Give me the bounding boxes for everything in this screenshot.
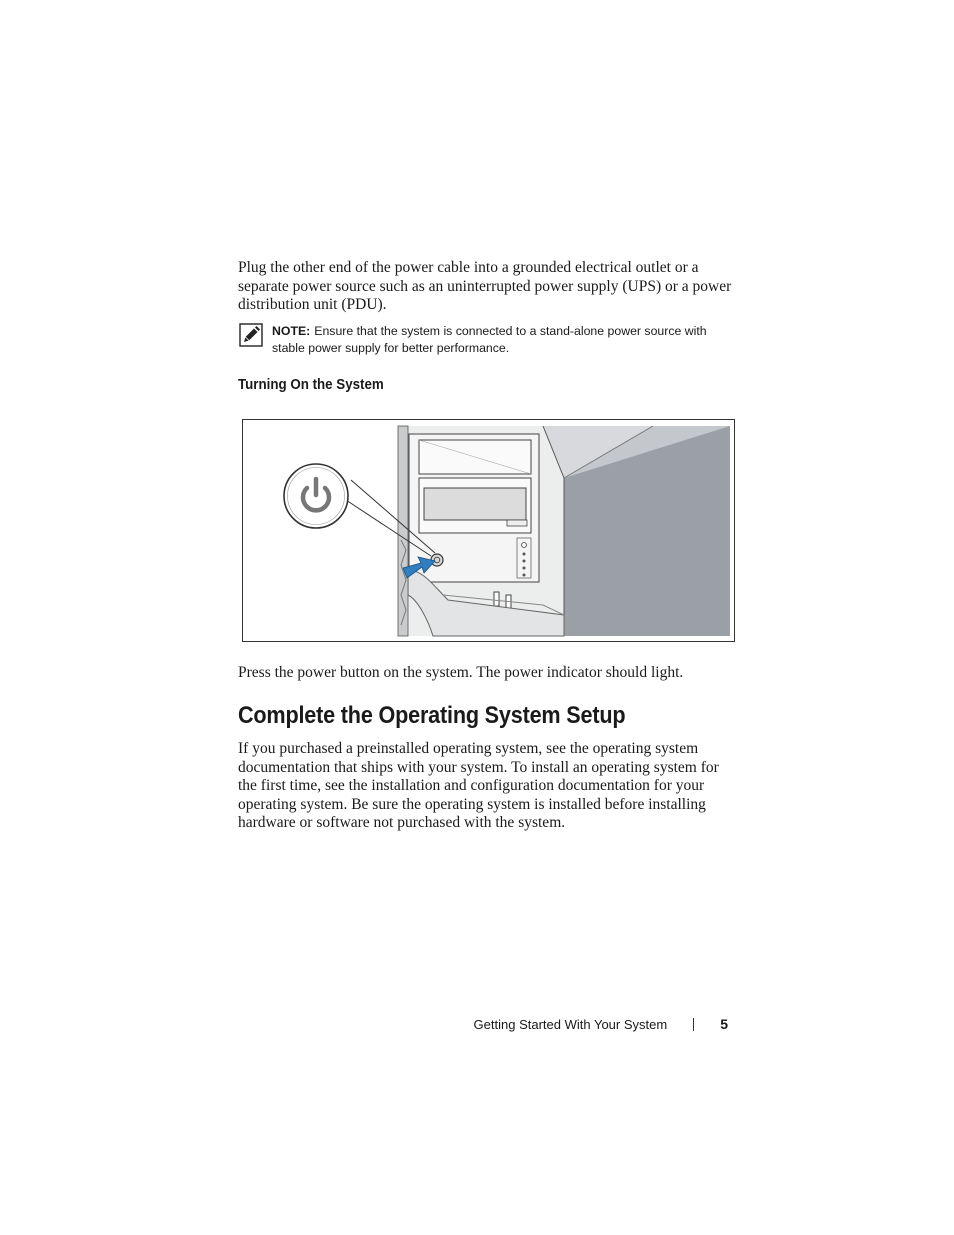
page-number: 5: [720, 1016, 728, 1032]
power-button-illustration: [242, 419, 735, 642]
page-footer: [474, 1016, 728, 1032]
section-heading: Complete the Operating System Setup: [238, 702, 626, 729]
power-outlet-paragraph: Plug the other end of the power cable into a grounded electrical outlet or a separate power source such as an uninterrupted power supply (UPS) or a power distribution unit (PDU).: [238, 259, 732, 314]
footer-divider: [693, 1018, 694, 1031]
section-subheading: Turning On the System: [238, 377, 384, 393]
note-body: Ensure that the system is connected to a stand-alone power source with stable power supply for better performance.: [272, 324, 707, 355]
footer-title: Getting Started With Your System: [473, 1016, 668, 1032]
press-power-paragraph: Press the power button on the system. The power indicator should light.: [238, 664, 684, 681]
note-block: [238, 323, 738, 357]
pencil-note-icon: [239, 323, 263, 347]
server-front-illustration: [243, 420, 734, 641]
note-label: NOTE:: [272, 324, 311, 338]
os-setup-paragraph: If you purchased a preinstalled operating system, see the operating system documentation that ships with your system. To install an operating system for the first time, see the installation and configuration documentation for your operating system. Be sure the operating system is installed before installing hardware or software not purchased with the system.: [238, 740, 719, 832]
note-text: [272, 323, 738, 357]
